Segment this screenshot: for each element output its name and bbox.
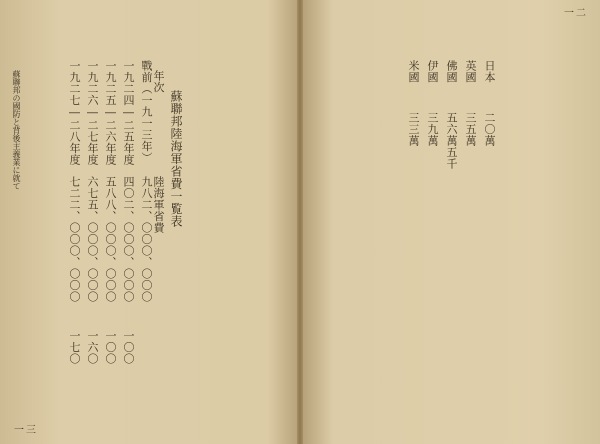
country-name: 伊國 — [426, 60, 439, 83]
row-year: 戰前（一九一三年） — [140, 60, 153, 164]
row-year: 一九二四―二五年度 — [122, 60, 135, 166]
page-number: 一三 — [14, 425, 38, 436]
army-strength: 三九萬 — [426, 112, 439, 147]
right-page — [303, 0, 600, 444]
country-name: 日本 — [483, 60, 496, 83]
row-budget: 九八二、〇〇〇、〇〇〇 — [140, 176, 153, 303]
army-strength: 二〇萬 — [483, 112, 496, 147]
army-strength: 三五萬 — [464, 112, 477, 147]
row-year: 一九二七―二八年度 — [68, 60, 81, 166]
country-name: 佛國 — [445, 60, 458, 83]
country-name: 英國 — [464, 60, 477, 83]
book-gutter — [297, 0, 303, 444]
row-budget: 七二二、〇〇〇、〇〇〇 — [68, 176, 81, 303]
row-budget: 六七五、〇〇〇、〇〇〇 — [86, 176, 99, 303]
page-number: 一二 — [564, 8, 588, 19]
row-year: 一九二六―二七年度 — [86, 60, 99, 166]
army-strength: 五六萬五千 — [445, 112, 458, 170]
row-index: 一六〇 — [86, 330, 99, 365]
running-footer: 蘇聯邦の國防と背後主義業に就て — [12, 70, 21, 190]
row-year: 一九二五―二六年度 — [104, 60, 117, 166]
row-index: 一〇〇 — [104, 330, 117, 365]
row-budget: 五八八、〇〇〇、〇〇〇 — [104, 176, 117, 303]
row-index: 一〇〇 — [122, 330, 135, 365]
column-header-year: 年次 — [152, 70, 165, 93]
row-index: 一七〇 — [68, 330, 81, 365]
left-page — [0, 0, 297, 444]
table-title: 蘇聯邦陸海軍省費一覧表 — [169, 90, 183, 228]
army-strength: 三三萬 — [407, 112, 420, 147]
row-budget: 四〇二、〇〇〇、〇〇〇 — [122, 176, 135, 303]
country-name: 米國 — [407, 60, 420, 83]
column-header-budget: 陸海軍省費 — [152, 176, 165, 234]
